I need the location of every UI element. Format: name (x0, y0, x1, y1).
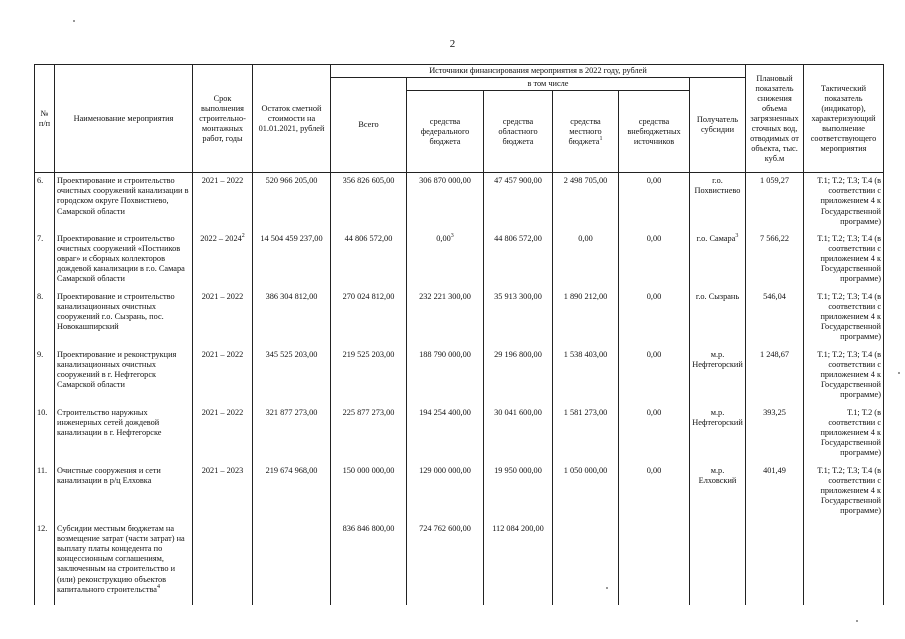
cell-plan: 546,04 (746, 289, 804, 347)
cell-period: 2021 – 2022 (193, 347, 253, 405)
cell-name: Проектирование и реконструкция канализационных очистных сооружений в г. Нефтегорск Самарской области (55, 347, 193, 405)
cell-local (553, 521, 619, 605)
cell-tactical (804, 521, 884, 605)
cell-recipient: м.р. Елховский (690, 463, 746, 521)
cell-plan: 1 059,27 (746, 173, 804, 231)
cell-regional: 35 913 300,00 (484, 289, 553, 347)
header-extra: средства внебюджетных источников (619, 91, 690, 173)
cell-federal: 129 000 000,00 (407, 463, 484, 521)
cell-total: 150 000 000,00 (331, 463, 407, 521)
header-incl: в том числе (407, 78, 690, 91)
cell-balance: 321 877 273,00 (253, 405, 331, 463)
cell-total: 219 525 203,00 (331, 347, 407, 405)
cell-local: 0,00 (553, 231, 619, 289)
header-federal: средства федерального бюджета (407, 91, 484, 173)
cell-plan (746, 521, 804, 605)
cell-total: 225 877 273,00 (331, 405, 407, 463)
cell-plan: 7 566,22 (746, 231, 804, 289)
cell-extra: 0,00 (619, 231, 690, 289)
cell-federal: 306 870 000,00 (407, 173, 484, 231)
cell-tactical: Т.1; Т.2; Т.3; Т.4 (в соответствии с приложением 4 к Государственной программе) (804, 347, 884, 405)
scan-speck (73, 20, 75, 22)
cell-tactical: Т.1; Т.2; Т.3; Т.4 (в соответствии с приложением 4 к Государственной программе) (804, 231, 884, 289)
financing-table (34, 64, 884, 605)
cell-num: 6. (35, 173, 55, 231)
cell-extra: 0,00 (619, 173, 690, 231)
cell-local: 1 538 403,00 (553, 347, 619, 405)
cell-local: 1 050 000,00 (553, 463, 619, 521)
cell-recipient: г.о. Сызрань (690, 289, 746, 347)
table-row (35, 347, 884, 405)
table-row (35, 521, 884, 605)
cell-num: 7. (35, 231, 55, 289)
cell-tactical: Т.1; Т.2; Т.3; Т.4 (в соответствии с приложением 4 к Государственной программе) (804, 289, 884, 347)
cell-total: 270 024 812,00 (331, 289, 407, 347)
cell-period: 2022 – 2024$^2$ (193, 231, 253, 289)
table-row (35, 463, 884, 521)
cell-federal: 188 790 000,00 (407, 347, 484, 405)
table-row (35, 173, 884, 231)
table-row (35, 405, 884, 463)
cell-recipient (690, 521, 746, 605)
header-sources: Источники финансирования мероприятия в 2022 году, рублей (331, 65, 746, 78)
cell-local: 2 498 705,00 (553, 173, 619, 231)
cell-regional: 19 950 000,00 (484, 463, 553, 521)
cell-regional: 44 806 572,00 (484, 231, 553, 289)
cell-num: 11. (35, 463, 55, 521)
header-recipient: Получатель субсидии (690, 78, 746, 173)
header-local: средства местного бюджета$^1$ (553, 91, 619, 173)
cell-period: 2021 – 2022 (193, 405, 253, 463)
header-balance: Остаток сметной стоимости на 01.01.2021, рублей (253, 65, 331, 173)
cell-name: Субсидии местным бюджетам на возмещение затрат (части затрат) на выплату платы концедента по концессионным соглашениям, заключенным на строительство и (или) реконструкцию объектов капитального строительства$^4$ (55, 521, 193, 605)
cell-regional: 29 196 800,00 (484, 347, 553, 405)
header-tactical: Тактический показатель (индикатор), характеризующий выполнение соответствующего мероприятия (804, 65, 884, 173)
cell-regional: 30 041 600,00 (484, 405, 553, 463)
cell-balance: 219 674 968,00 (253, 463, 331, 521)
cell-name: Проектирование и строительство канализационных очистных сооружений г.о. Сызрань, пос. Новокашпирский (55, 289, 193, 347)
cell-local: 1 581 273,00 (553, 405, 619, 463)
header-num: № п/п (35, 65, 55, 173)
cell-num: 8. (35, 289, 55, 347)
cell-federal: 0,00$^3$ (407, 231, 484, 289)
cell-local: 1 890 212,00 (553, 289, 619, 347)
cell-recipient: м.р. Нефтегорский (690, 347, 746, 405)
cell-plan: 401,49 (746, 463, 804, 521)
table-row (35, 231, 884, 289)
cell-num: 10. (35, 405, 55, 463)
cell-federal: 232 221 300,00 (407, 289, 484, 347)
header-period: Срок выполнения строительно-монтажных работ, годы (193, 65, 253, 173)
cell-period (193, 521, 253, 605)
cell-extra: 0,00 (619, 289, 690, 347)
cell-balance: 386 304 812,00 (253, 289, 331, 347)
cell-name: Проектирование и строительство очистных сооружений канализации в городском округе Похвистнево, Самарской области (55, 173, 193, 231)
cell-tactical: Т.1; Т.2; Т.3; Т.4 (в соответствии с приложением 4 к Государственной программе) (804, 463, 884, 521)
cell-name: Проектирование и строительство очистных сооружений «Постников овраг» и сборных коллекторов дождевой канализации в г.о. Самара Самарской области (55, 231, 193, 289)
cell-name: Очистные сооружения и сети канализации в р/ц Елховка (55, 463, 193, 521)
cell-num: 12. (35, 521, 55, 605)
cell-extra: 0,00 (619, 463, 690, 521)
cell-federal: 724 762 600,00 (407, 521, 484, 605)
cell-tactical: Т.1; Т.2 (в соответствии с приложением 4 к Государственной программе) (804, 405, 884, 463)
scan-speck (898, 372, 900, 374)
cell-plan: 393,25 (746, 405, 804, 463)
cell-federal: 194 254 400,00 (407, 405, 484, 463)
cell-recipient: г.о. Самара$^3$ (690, 231, 746, 289)
cell-regional: 47 457 900,00 (484, 173, 553, 231)
cell-total: 836 846 800,00 (331, 521, 407, 605)
cell-balance: 520 966 205,00 (253, 173, 331, 231)
cell-num: 9. (35, 347, 55, 405)
header-plan: Плановый показатель снижения объема загрязненных сточных вод, отводимых от объекта, тыс. куб.м (746, 65, 804, 173)
header-regional: средства областного бюджета (484, 91, 553, 173)
table-row (35, 289, 884, 347)
cell-balance: 345 525 203,00 (253, 347, 331, 405)
cell-extra (619, 521, 690, 605)
cell-tactical: Т.1; Т.2; Т.3; Т.4 (в соответствии с приложением 4 к Государственной программе) (804, 173, 884, 231)
cell-recipient: м.р. Нефтегорский (690, 405, 746, 463)
cell-extra: 0,00 (619, 347, 690, 405)
cell-extra: 0,00 (619, 405, 690, 463)
cell-period: 2021 – 2022 (193, 173, 253, 231)
cell-plan: 1 248,67 (746, 347, 804, 405)
cell-total: 44 806 572,00 (331, 231, 407, 289)
cell-regional: 112 084 200,00 (484, 521, 553, 605)
scan-speck (856, 620, 858, 622)
cell-name: Строительство наружных инженерных сетей дождевой канализации в г. Нефтегорске (55, 405, 193, 463)
page-number: 2 (449, 38, 456, 50)
cell-recipient: г.о. Похвистнево (690, 173, 746, 231)
cell-total: 356 826 605,00 (331, 173, 407, 231)
cell-balance: 14 504 459 237,00 (253, 231, 331, 289)
cell-balance (253, 521, 331, 605)
cell-period: 2021 – 2022 (193, 289, 253, 347)
cell-period: 2021 – 2023 (193, 463, 253, 521)
header-total: Всего (331, 78, 407, 173)
header-name: Наименование мероприятия (55, 65, 193, 173)
